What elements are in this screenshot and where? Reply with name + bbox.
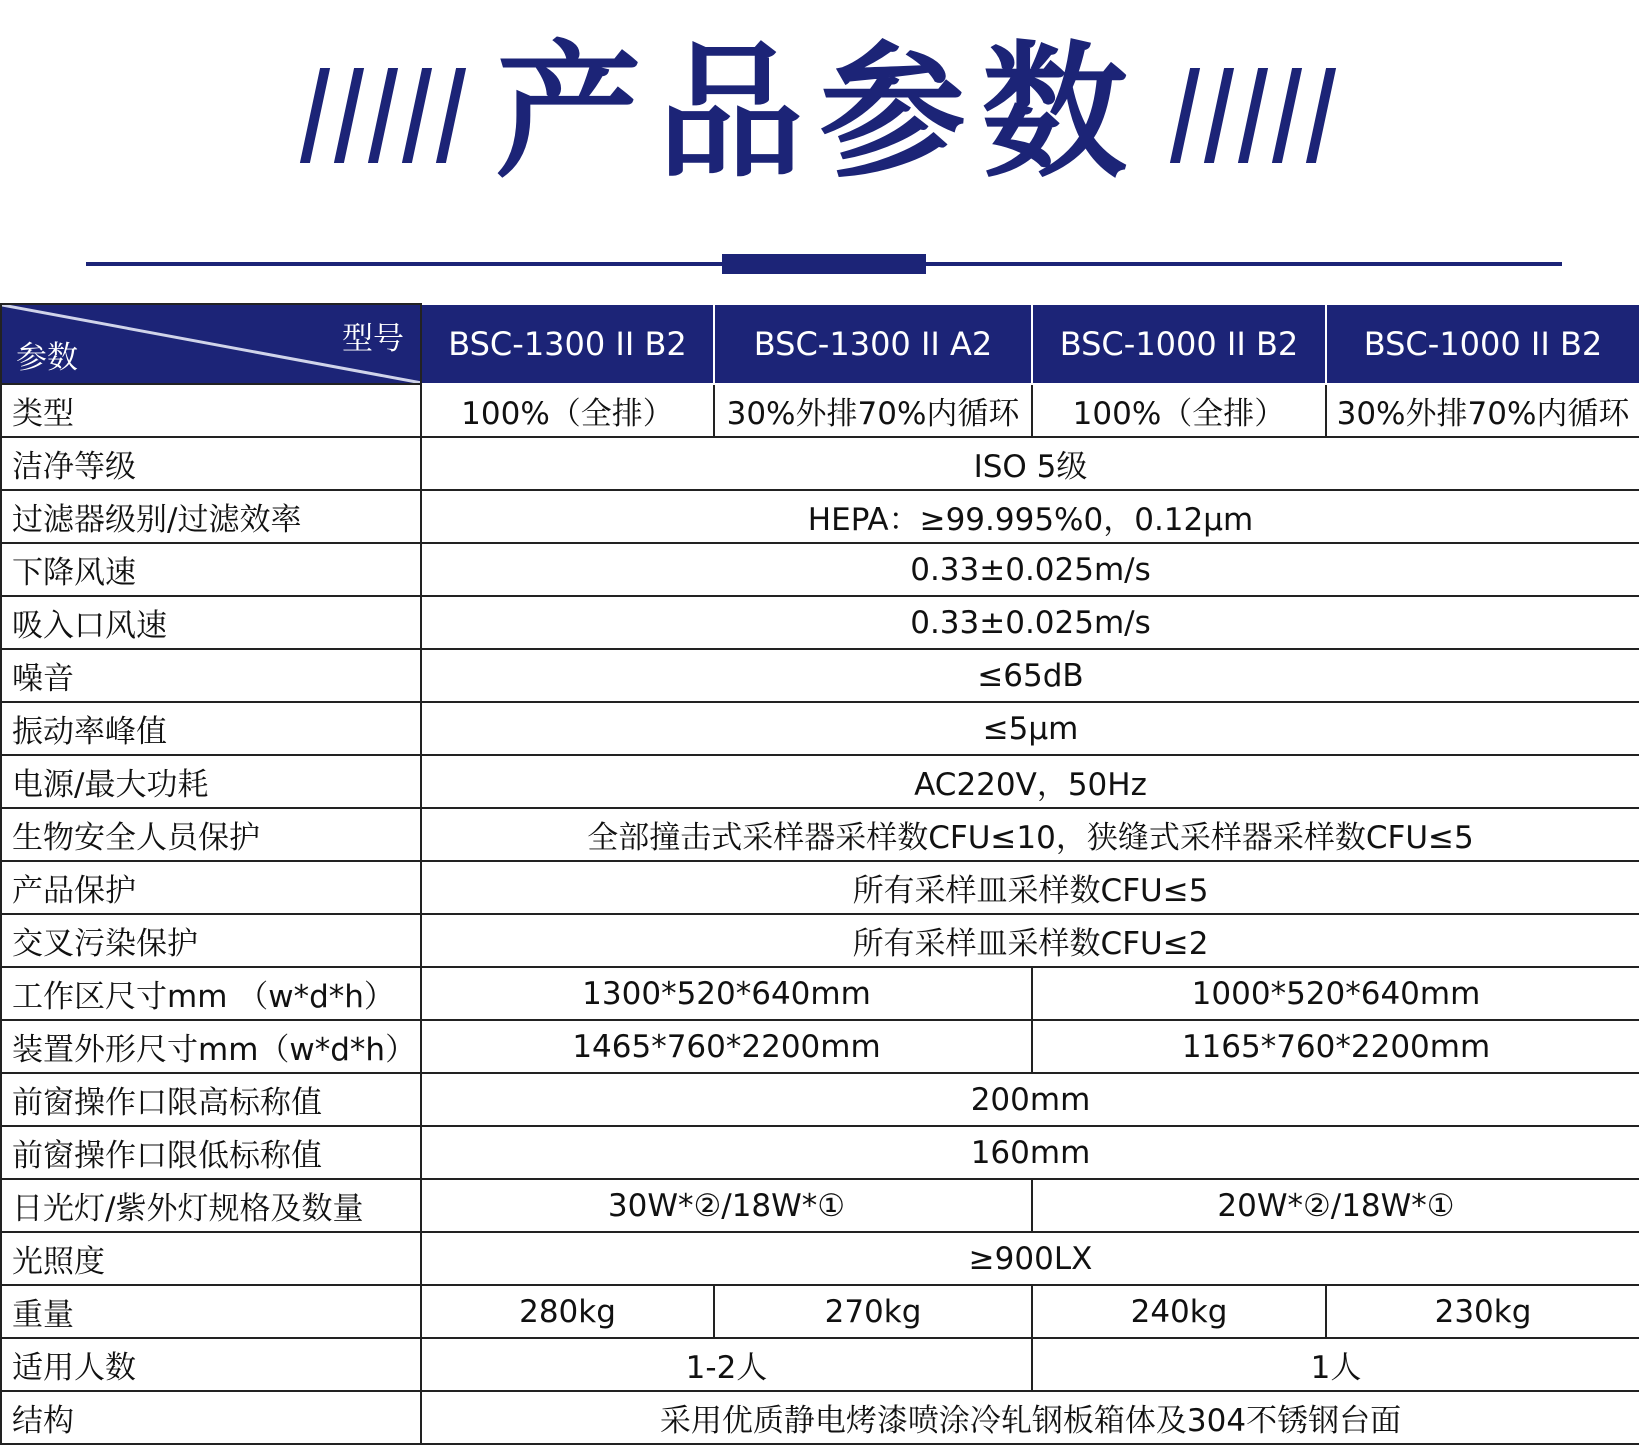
param-value: 1465*760*2200mm (421, 1020, 1032, 1073)
param-label: 光照度 (1, 1232, 421, 1285)
table-row (1, 1391, 1639, 1444)
param-value: 270kg (714, 1285, 1032, 1338)
table-row (1, 543, 1639, 596)
param-value: 280kg (421, 1285, 714, 1338)
param-value: ISO 5级 (421, 437, 1639, 490)
param-label: 洁净等级 (1, 437, 421, 490)
param-value: 100%（全排） (421, 384, 714, 437)
param-label: 工作区尺寸mm （w*d*h） (1, 967, 421, 1020)
param-label: 前窗操作口限低标称值 (1, 1126, 421, 1179)
page-title: 产品参数 (495, 28, 1144, 198)
param-value: 1300*520*640mm (421, 967, 1032, 1020)
param-value: AC220V，50Hz (421, 755, 1639, 808)
table-row (1, 384, 1639, 437)
param-value: 1000*520*640mm (1032, 967, 1639, 1020)
param-value: HEPA：≥99.995%0，0.12μm (421, 490, 1639, 543)
param-label: 装置外形尺寸mm（w*d*h） (1, 1020, 421, 1073)
table-row (1, 1285, 1639, 1338)
param-label: 结构 (1, 1391, 421, 1444)
table-row (1, 1126, 1639, 1179)
table-row (1, 755, 1639, 808)
table-row (1, 1232, 1639, 1285)
table-row (1, 649, 1639, 702)
table-row (1, 967, 1639, 1020)
model-header-3: BSC-1000 II B2 (1032, 304, 1326, 384)
corner-model-label: 型号 (342, 321, 404, 357)
table-row (1, 1020, 1639, 1073)
table-row (1, 1338, 1639, 1391)
param-value: 20W*②/18W*① (1032, 1179, 1639, 1232)
param-value: 240kg (1032, 1285, 1326, 1338)
param-value: 1165*760*2200mm (1032, 1020, 1639, 1073)
param-label: 噪音 (1, 649, 421, 702)
param-value: ≤65dB (421, 649, 1639, 702)
header-corner-cell (1, 304, 421, 384)
param-label: 电源/最大功耗 (1, 755, 421, 808)
title-divider-accent (722, 254, 926, 274)
param-value: 30%外排70%内循环 (714, 384, 1032, 437)
param-value: 1-2人 (421, 1338, 1032, 1391)
model-header-1: BSC-1300 II B2 (421, 304, 714, 384)
param-value: 1人 (1032, 1338, 1639, 1391)
spec-table (0, 303, 1639, 1445)
param-value: 30W*②/18W*① (421, 1179, 1032, 1232)
param-value: 0.33±0.025m/s (421, 596, 1639, 649)
table-row (1, 596, 1639, 649)
model-header-4: BSC-1000 II B2 (1326, 304, 1639, 384)
param-value: 230kg (1326, 1285, 1639, 1338)
param-label: 生物安全人员保护 (1, 808, 421, 861)
param-label: 日光灯/紫外灯规格及数量 (1, 1179, 421, 1232)
page-header (0, 0, 1639, 300)
table-row (1, 861, 1639, 914)
param-label: 重量 (1, 1285, 421, 1338)
param-value: 全部撞击式采样器采样数CFU≤10，狭缝式采样器采样数CFU≤5 (421, 808, 1639, 861)
param-value: 采用优质静电烤漆喷涂冷轧钢板箱体及304不锈钢台面 (421, 1391, 1639, 1444)
param-label: 前窗操作口限高标称值 (1, 1073, 421, 1126)
param-label: 产品保护 (1, 861, 421, 914)
param-label: 吸入口风速 (1, 596, 421, 649)
param-label: 交叉污染保护 (1, 914, 421, 967)
param-value: 所有采样皿采样数CFU≤5 (421, 861, 1639, 914)
param-label: 适用人数 (1, 1338, 421, 1391)
param-value: 所有采样皿采样数CFU≤2 (421, 914, 1639, 967)
param-value: 160mm (421, 1126, 1639, 1179)
table-row (1, 1179, 1639, 1232)
param-label: 过滤器级别/过滤效率 (1, 490, 421, 543)
corner-param-label: 参数 (16, 340, 78, 376)
table-header-row (1, 304, 1639, 384)
table-row (1, 490, 1639, 543)
param-value: ≤5μm (421, 702, 1639, 755)
param-value: ≥900LX (421, 1232, 1639, 1285)
table-row (1, 702, 1639, 755)
table-row (1, 914, 1639, 967)
table-row (1, 1073, 1639, 1126)
param-value: 200mm (421, 1073, 1639, 1126)
param-value: 30%外排70%内循环 (1326, 384, 1639, 437)
table-row (1, 808, 1639, 861)
param-label: 振动率峰值 (1, 702, 421, 755)
table-row (1, 437, 1639, 490)
param-label: 类型 (1, 384, 421, 437)
param-value: 100%（全排） (1032, 384, 1326, 437)
param-value: 0.33±0.025m/s (421, 543, 1639, 596)
param-label: 下降风速 (1, 543, 421, 596)
model-header-2: BSC-1300 II A2 (714, 304, 1032, 384)
